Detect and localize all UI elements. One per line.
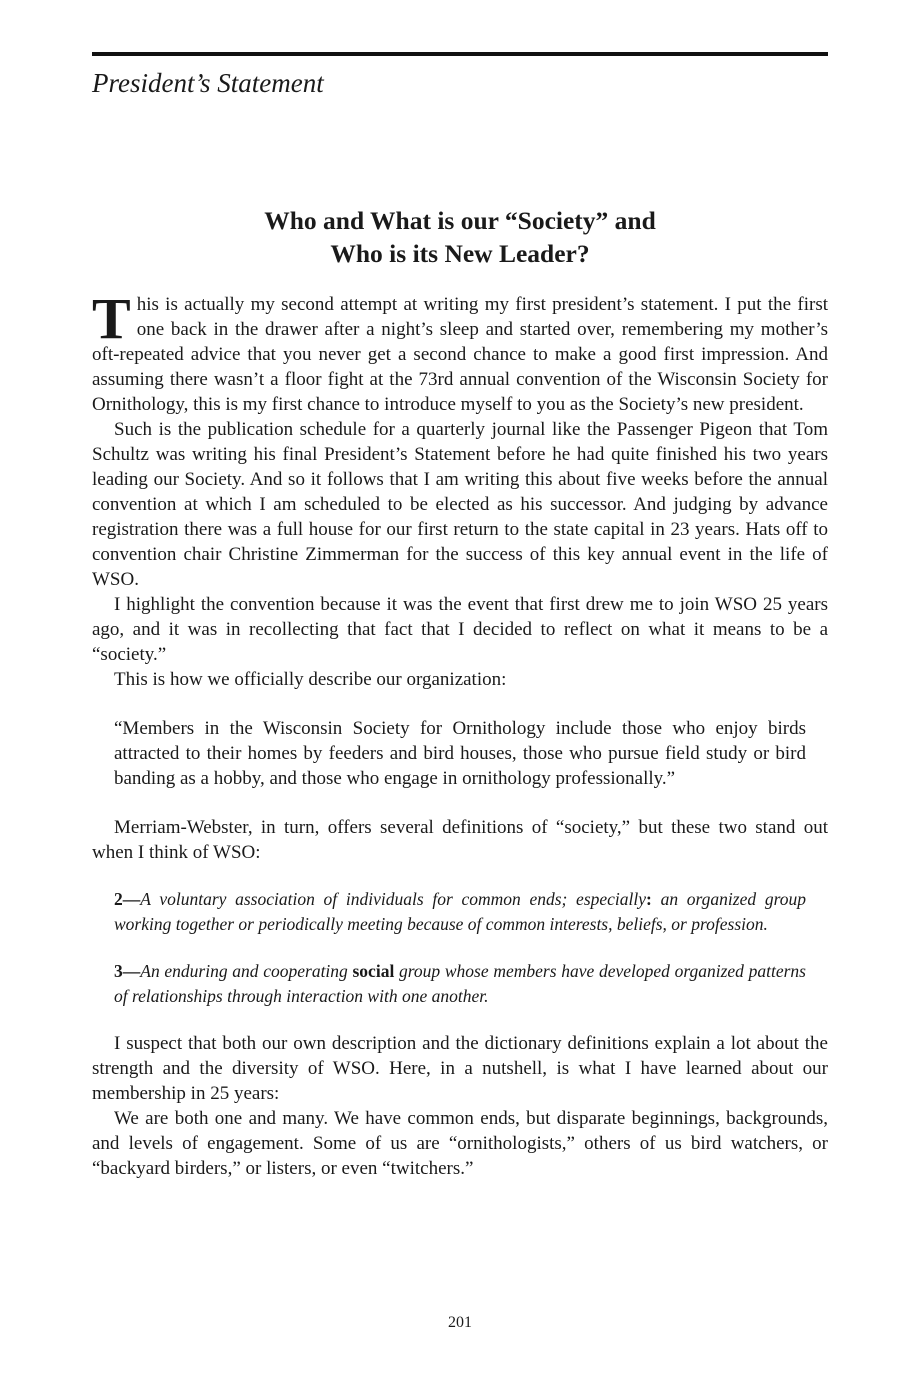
paragraph-7: We are both one and many. We have common ends, but disparate beginnings, backgrounds, and levels of engagement. Some of us are “ornithologists,” others of us bird watchers, or “backyard birders,” or listers, or even “twitchers.”: [92, 1108, 828, 1179]
definition-3-number: 3—: [114, 961, 141, 981]
page-number: 201: [448, 1314, 472, 1331]
header-rule: [92, 52, 828, 56]
title-line-2: Who is its New Leader?: [330, 239, 590, 268]
paragraph-6: I suspect that both our own description and the dictionary definitions explain a lot about the strength and the diversity of WSO. Here, in a nutshell, is what I have learned about our membership in 25 years:: [92, 1033, 828, 1104]
definition-2-number: 2—: [114, 889, 141, 909]
section-label: President’s Statement: [92, 68, 324, 98]
definition-3: 3—An enduring and cooperating social group whose members have developed organized patterns of relationships through interaction with one another.: [114, 961, 806, 1006]
paragraph-3: I highlight the convention because it was the event that first drew me to join WSO 25 years ago, and it was in recollecting that fact that I decided to reflect on what it means to be a “society.”: [92, 594, 828, 665]
paragraph-1-text: his is actually my second attempt at writing my first president’s statement. I put the first one back in the drawer after a night’s sleep and started over, remembering my mother’s oft-repeated advice that you never get a second chance to make a good first impression. And assuming there wasn’t a floor fight at the 73rd annual convention of the Wisconsin Society for Ornithology, this is my first chance to introduce myself to you as the Society’s new president.: [92, 294, 828, 415]
title-line-1: Who and What is our “Society” and: [264, 206, 656, 235]
drop-cap: T: [92, 286, 131, 351]
article-body: [92, 286, 828, 1181]
paragraph-1: [92, 286, 828, 417]
paragraph-2: Such is the publication schedule for a quarterly journal like the Passenger Pigeon that Tom Schultz was writing his final President’s Statement before he had quite finished his two years leading our Society. And so it follows that I am writing this about five weeks before the annual convention at which I am scheduled to be elected as his successor. And judging by advance registration there was a full house for our first return to the state capital in 23 years. Hats off to convention chair Christine Zimmerman for the success of this key annual event in the life of WSO.: [92, 419, 828, 590]
paragraph-5: Merriam-Webster, in turn, offers several definitions of “society,” but these two stand out when I think of WSO:: [92, 817, 828, 863]
definition-2: 2—A voluntary association of individuals for common ends; especially: an organized group working together or periodically meeting because of common interests, beliefs, or profession.: [114, 889, 806, 934]
article-title: [92, 204, 828, 270]
paragraph-4: This is how we officially describe our organization:: [114, 669, 507, 690]
society-description-quote: “Members in the Wisconsin Society for Ornithology include those who enjoy birds attracted to their homes by feeders and bird houses, those who pursue field study or bird banding as a hobby, and those who engage in ornithology professionally.”: [114, 718, 806, 789]
